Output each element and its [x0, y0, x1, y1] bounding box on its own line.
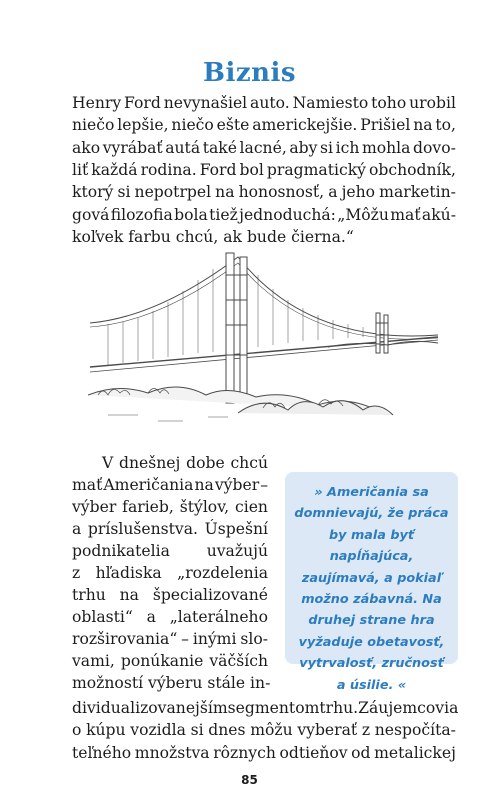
- word: Prišiel: [360, 116, 411, 135]
- word: o: [72, 721, 82, 740]
- column-line: [72, 562, 268, 584]
- word: mať: [72, 476, 103, 494]
- quote-line: a úsilie. «: [336, 677, 407, 693]
- column-line: [72, 672, 271, 694]
- word: nepotrpel: [134, 183, 212, 202]
- quote-line: vyžaduje obetavosť,: [298, 634, 445, 650]
- column-line: [72, 474, 268, 496]
- word: hľadiska: [95, 564, 162, 582]
- word: lepšie,: [117, 116, 169, 135]
- pull-quote-box: [285, 472, 458, 693]
- word: špecializované: [152, 586, 268, 604]
- word: –: [260, 476, 268, 494]
- word: na: [119, 586, 139, 604]
- word: americkejšie.: [252, 116, 358, 135]
- word: niečo: [72, 116, 115, 135]
- word: príslušenstva.: [87, 520, 198, 538]
- word: teľného: [72, 743, 132, 762]
- word: –: [181, 630, 189, 648]
- word: nevynašiel: [163, 94, 248, 112]
- word: trhu.: [319, 699, 359, 717]
- word: kúpu: [86, 721, 126, 740]
- word: mohla: [361, 138, 411, 157]
- text-line: [72, 204, 456, 226]
- word: Úspešní: [204, 520, 268, 538]
- word: dividualizovanejším: [72, 699, 228, 717]
- quote-line: možno zábavná. Na: [301, 592, 442, 608]
- word: na: [194, 476, 214, 494]
- column-line: [72, 518, 268, 540]
- word: vozidla: [130, 721, 186, 740]
- word: tiež: [209, 205, 238, 224]
- word: mať: [390, 205, 421, 224]
- word: si: [320, 138, 334, 157]
- text-line: [72, 719, 456, 741]
- word: z: [72, 564, 81, 582]
- quote-line: napĺňajúca,: [329, 549, 414, 565]
- word: výber: [72, 498, 117, 516]
- word: slo-: [240, 630, 268, 648]
- word: koľvek farbu chcú, ak bude čierna.“: [72, 227, 354, 246]
- word: „rozdelenia: [177, 564, 268, 582]
- word: väčších: [209, 652, 268, 670]
- word: aby: [289, 138, 318, 157]
- text-line: [72, 181, 456, 203]
- word: „laterálneho: [169, 608, 268, 626]
- word: rôznych: [213, 743, 276, 762]
- word: rodina.: [140, 160, 197, 179]
- word: na: [413, 116, 433, 135]
- word: a: [328, 183, 338, 202]
- word: honosnosť,: [238, 183, 325, 202]
- word: niečo: [171, 116, 214, 135]
- word: V: [102, 454, 114, 472]
- quote-line: » Američania sa: [314, 485, 429, 500]
- quote-line: domnievajú, že práca: [294, 506, 449, 522]
- quote-line: by mala byť: [328, 527, 415, 543]
- word: Henry: [72, 94, 122, 112]
- word: odtieňov: [279, 743, 348, 762]
- word: filozofia: [110, 205, 173, 224]
- word: to,: [435, 116, 456, 135]
- word: Záujemcovia: [358, 699, 459, 717]
- word: ešte: [216, 116, 250, 135]
- word: ich: [335, 138, 360, 157]
- word: dnes: [208, 721, 246, 740]
- word: také: [202, 138, 237, 157]
- word: vyrábať: [102, 138, 163, 157]
- quote-line: vytrvalosť, zručnosť: [299, 656, 444, 672]
- page-number: 85: [241, 773, 258, 787]
- word: gová: [72, 205, 110, 224]
- word: auto.: [250, 94, 290, 112]
- word: pragmatický: [266, 160, 366, 179]
- word: jeho: [341, 183, 376, 202]
- column-line: [72, 650, 268, 672]
- word: na: [215, 183, 235, 202]
- page-title: Biznis: [202, 58, 297, 88]
- word: dobe: [186, 454, 225, 472]
- text-line: [72, 92, 456, 114]
- word: každá: [91, 160, 138, 179]
- word: obchodník,: [369, 160, 456, 179]
- word: od: [351, 743, 371, 762]
- text-column: [72, 452, 271, 694]
- word: si: [190, 721, 204, 740]
- word: podnikatelia: [72, 542, 170, 560]
- column-line: [72, 628, 268, 650]
- word: vyberať: [297, 721, 358, 740]
- pull-quote-text: [285, 482, 458, 696]
- word: ako: [72, 138, 101, 157]
- text-line: [72, 742, 456, 764]
- word: inými: [192, 630, 237, 648]
- word: liť: [72, 160, 89, 179]
- quote-line: zaujímavá, a pokiaľ: [301, 570, 442, 586]
- word: oblasti“: [72, 608, 133, 626]
- word: metalickej: [374, 743, 456, 762]
- word: výber: [214, 476, 260, 494]
- column-line: [72, 584, 268, 606]
- quote-line: druhej strane hra: [308, 613, 435, 629]
- word: Namiesto: [292, 94, 369, 112]
- word: štýlov,: [179, 498, 230, 516]
- word: si: [117, 183, 131, 202]
- column-line: [72, 606, 268, 628]
- word: cien: [234, 498, 268, 516]
- word: Američania: [103, 476, 194, 494]
- word: bol: [239, 160, 264, 179]
- word: množstva: [134, 743, 210, 762]
- word: ktorý: [72, 183, 114, 202]
- word: možností výberu stále in-: [72, 674, 271, 692]
- word: „Môžu: [337, 205, 389, 224]
- word: marketin-: [379, 183, 456, 202]
- word: farieb,: [122, 498, 174, 516]
- word: nespočíta-: [374, 721, 456, 740]
- word: vami,: [72, 652, 115, 670]
- golden-gate-bridge-illustration: [88, 245, 442, 445]
- word: toho: [371, 94, 407, 112]
- word: urobil: [409, 94, 456, 112]
- column-line: [72, 496, 268, 518]
- text-line: [72, 114, 456, 136]
- column-line: [72, 452, 268, 474]
- word: a: [72, 520, 82, 538]
- word: ponúkanie: [120, 652, 204, 670]
- word: z: [361, 721, 371, 740]
- word: autá: [165, 138, 201, 157]
- word: dovo-: [413, 138, 456, 157]
- text-line: [72, 697, 459, 719]
- word: môžu: [250, 721, 293, 740]
- column-line: [72, 540, 268, 562]
- word: segmentom: [227, 699, 320, 717]
- word: Ford: [199, 160, 237, 179]
- word: uvažujú: [206, 542, 268, 560]
- word: lacné,: [239, 138, 287, 157]
- text-line: [72, 159, 456, 181]
- word: rozširovania“: [72, 630, 178, 648]
- word: akú-: [421, 205, 456, 224]
- word: a: [146, 608, 156, 626]
- word: dnešnej: [119, 454, 181, 472]
- word: jednoduchá:: [239, 205, 336, 224]
- word: chcú: [230, 454, 268, 472]
- word: Ford: [124, 94, 161, 112]
- text-line: [72, 137, 456, 159]
- word: trhu: [72, 586, 106, 604]
- word: bola: [174, 205, 208, 224]
